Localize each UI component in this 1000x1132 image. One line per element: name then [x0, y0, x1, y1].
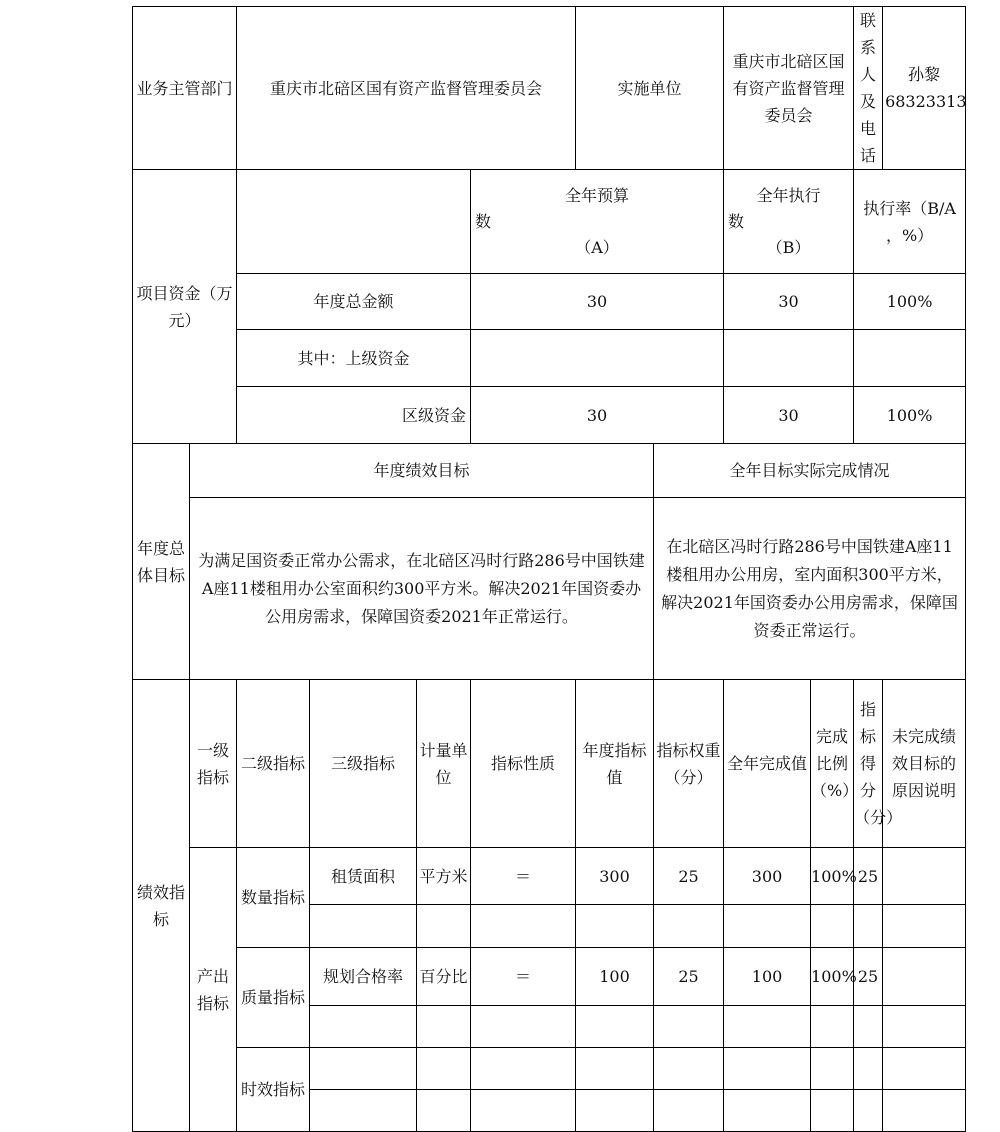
ind-head-ratio: 完成比例（%） [811, 680, 854, 848]
ind-cell-empty [883, 1090, 966, 1132]
funds-row-budget: 30 [471, 274, 724, 330]
ind-cell-empty [654, 1090, 724, 1132]
ind-head-score: 指标得分（分） [854, 680, 883, 848]
goals-target-head: 年度绩效目标 [190, 444, 654, 498]
goals-text-row [133, 498, 966, 680]
budget-header: 全年预算 数 （A） [471, 170, 724, 274]
dept-label: 业务主管部门 [133, 7, 237, 170]
funds-label: 项目资金（万元） [133, 170, 237, 444]
funds-row [133, 387, 966, 444]
ind-level3 [310, 1048, 417, 1090]
ind-done: 300 [724, 848, 811, 905]
ind-cell-empty [883, 1006, 966, 1048]
ind-done: 100 [724, 948, 811, 1006]
unit-value: 重庆市北碚区国有资产监督管理委员会 [724, 7, 854, 170]
unit-label: 实施单位 [576, 7, 724, 170]
indicator-row [133, 848, 966, 905]
ind-weight [654, 1048, 724, 1090]
ind-target: 100 [576, 948, 654, 1006]
ind-cell-empty [576, 905, 654, 948]
ind-head-level3: 三级指标 [310, 680, 417, 848]
ind-cell-empty [576, 1090, 654, 1132]
ind-cell-empty [724, 1006, 811, 1048]
funds-row-budget: 30 [471, 387, 724, 444]
funds-row [133, 274, 966, 330]
ind-head-done: 全年完成值 [724, 680, 811, 848]
funds-row-label: 年度总金额 [237, 274, 471, 330]
goals-actual-text: 在北碚区冯时行路286号中国铁建A座11楼租用办公用房，室内面积300平方米，解决2021年国资委办公用房需求，保障国资委正常运行。 [654, 498, 966, 680]
contact-value: 孙黎 68323313 [883, 7, 966, 170]
funds-row-exec: 30 [724, 274, 854, 330]
ind-cell-empty [811, 905, 854, 948]
ind-nature [471, 1048, 576, 1090]
header-row [133, 7, 966, 170]
ind-score: 25 [854, 948, 883, 1006]
ind-level1: 产出指标 [190, 848, 237, 1132]
ind-cell-empty [471, 1090, 576, 1132]
ind-cell-empty [310, 1090, 417, 1132]
funds-row [133, 330, 966, 387]
goals-actual-head: 全年目标实际完成情况 [654, 444, 966, 498]
ind-cell-empty [811, 1006, 854, 1048]
funds-row-rate: 100% [854, 274, 966, 330]
ind-done [724, 1048, 811, 1090]
ind-level3: 租赁面积 [310, 848, 417, 905]
ind-unit: 平方米 [417, 848, 471, 905]
ind-cell-empty [471, 905, 576, 948]
goals-label: 年度总体目标 [133, 444, 190, 680]
ind-level2: 时效指标 [237, 1048, 310, 1132]
ind-unit [417, 1048, 471, 1090]
ind-head-reason: 未完成绩效目标的原因说明 [883, 680, 966, 848]
funds-row-rate [854, 330, 966, 387]
ind-cell-empty [417, 905, 471, 948]
contact-label: 联系人及电话 [854, 7, 883, 170]
ind-cell-empty [471, 1006, 576, 1048]
ind-cell-empty [654, 1006, 724, 1048]
ind-cell-empty [724, 905, 811, 948]
ind-weight: 25 [654, 848, 724, 905]
funds-row-exec: 30 [724, 387, 854, 444]
ind-cell-empty [883, 905, 966, 948]
exec-header: 全年执行 数 （B） [724, 170, 854, 274]
ind-nature: ＝ [471, 848, 576, 905]
ind-level3: 规划合格率 [310, 948, 417, 1006]
ind-target [576, 1048, 654, 1090]
ind-ratio: 100% [811, 848, 854, 905]
ind-head-level1: 一级指标 [190, 680, 237, 848]
ind-head-nature: 指标性质 [471, 680, 576, 848]
performance-form-table [132, 6, 966, 1132]
ind-cell-empty [310, 1006, 417, 1048]
indicators-label: 绩效指标 [133, 680, 190, 1132]
goals-header-row [133, 444, 966, 498]
ind-head-target: 年度指标值 [576, 680, 654, 848]
ind-head-unit: 计量单位 [417, 680, 471, 848]
ind-cell-empty [854, 1006, 883, 1048]
indicator-row [133, 1048, 966, 1090]
funds-row-label: 区级资金 [237, 387, 471, 444]
funds-row-rate: 100% [854, 387, 966, 444]
ind-ratio [811, 1048, 854, 1090]
ind-ratio: 100% [811, 948, 854, 1006]
ind-cell-empty [310, 905, 417, 948]
ind-cell-empty [654, 905, 724, 948]
ind-head-weight: 指标权重（分） [654, 680, 724, 848]
ind-target: 300 [576, 848, 654, 905]
ind-reason [883, 948, 966, 1006]
ind-nature: ＝ [471, 948, 576, 1006]
ind-cell-empty [417, 1090, 471, 1132]
ind-cell-empty [417, 1006, 471, 1048]
ind-level2: 质量指标 [237, 948, 310, 1048]
ind-head-level2: 二级指标 [237, 680, 310, 848]
funds-row-label: 其中：上级资金 [237, 330, 471, 387]
ind-cell-empty [576, 1006, 654, 1048]
ind-cell-empty [724, 1090, 811, 1132]
ind-reason [883, 848, 966, 905]
ind-cell-empty [811, 1090, 854, 1132]
ind-cell-empty [854, 905, 883, 948]
funds-row-exec [724, 330, 854, 387]
ind-score: 25 [854, 848, 883, 905]
ind-reason [883, 1048, 966, 1090]
ind-level2: 数量指标 [237, 848, 310, 948]
ind-weight: 25 [654, 948, 724, 1006]
ind-unit: 百分比 [417, 948, 471, 1006]
ind-cell-empty [854, 1090, 883, 1132]
funds-header-row [133, 170, 966, 274]
goals-target-text: 为满足国资委正常办公需求，在北碚区冯时行路286号中国铁建A座11楼租用办公室面积约300平方米。解决2021年国资委办公用房需求，保障国资委2021年正常运行。 [190, 498, 654, 680]
funds-header-blank [237, 170, 471, 274]
funds-row-budget [471, 330, 724, 387]
rate-header: 执行率（B/A ，%） [854, 170, 966, 274]
dept-value: 重庆市北碚区国有资产监督管理委员会 [237, 7, 576, 170]
indicator-row [133, 948, 966, 1006]
indicator-header-row [133, 680, 966, 848]
ind-score [854, 1048, 883, 1090]
